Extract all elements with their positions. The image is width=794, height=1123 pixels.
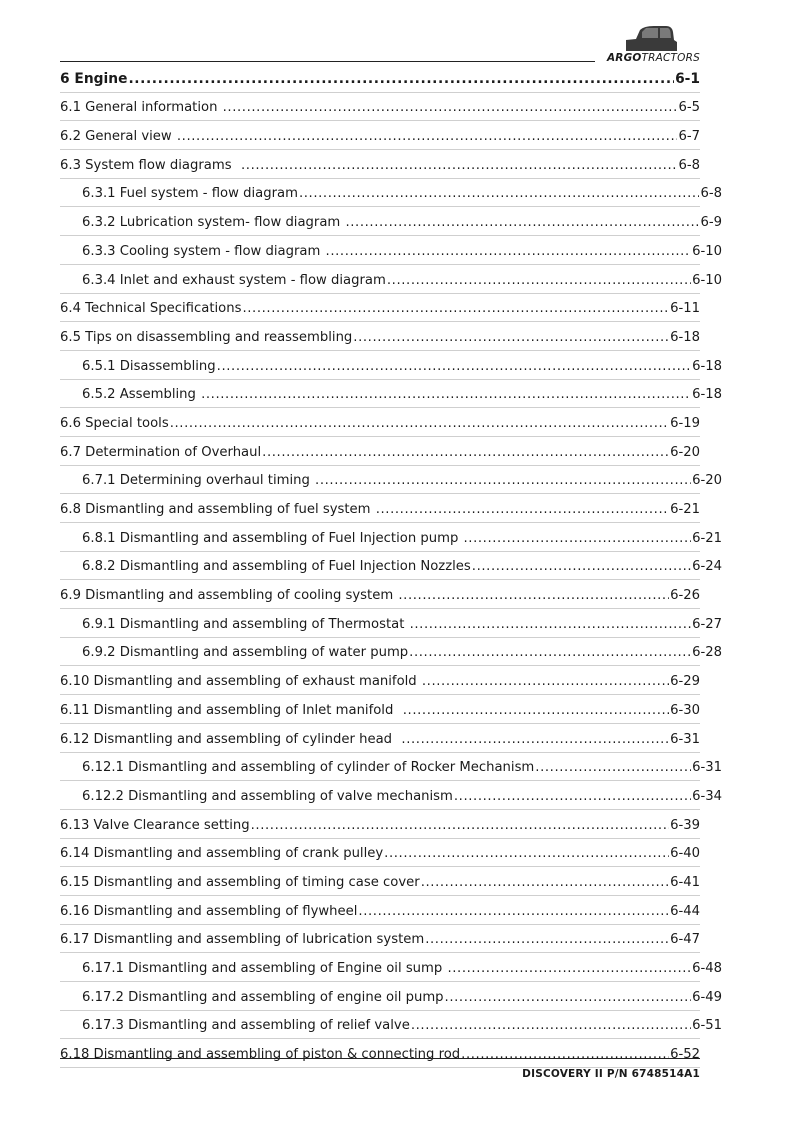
brand-wordmark: [607, 52, 700, 64]
toc-entry-page: 6-8: [700, 186, 722, 202]
toc-entry[interactable]: [60, 695, 700, 724]
toc-entry[interactable]: [60, 294, 700, 323]
toc-entry-title: 6.9.2 Dismantling and assembling of water pump: [82, 645, 409, 661]
toc-entry-page: 6-31: [692, 760, 722, 776]
toc-entry[interactable]: [60, 666, 700, 695]
toc-entry[interactable]: [60, 1039, 700, 1068]
dot-leader: [454, 789, 691, 804]
toc-entry-title: 6.3.2 Lubrication system- flow diagram: [82, 215, 345, 231]
toc-entry[interactable]: [60, 839, 700, 868]
dot-leader: [170, 416, 669, 431]
brand-logo: [596, 24, 700, 64]
dot-leader: [410, 617, 691, 632]
toc-entry-title: 6.17 Dismantling and assembling of lubrication system: [60, 932, 425, 948]
dot-leader: [128, 71, 674, 87]
dot-leader: [425, 932, 669, 947]
toc-entry-page: 6-10: [692, 272, 722, 288]
toc-entry[interactable]: [60, 351, 722, 380]
toc-entry[interactable]: [60, 121, 700, 150]
toc-entry-title: 6.5.2 Assembling: [82, 387, 201, 403]
dot-leader: [376, 502, 669, 517]
toc-entry-page: 6-28: [692, 645, 722, 661]
toc-entry-title: 6.14 Dismantling and assembling of crank pulley: [60, 846, 384, 862]
toc-entry-title: 6.7 Determination of Overhaul: [60, 444, 262, 460]
toc-entry[interactable]: [60, 781, 722, 810]
toc-entry-title: 6.8.2 Dismantling and assembling of Fuel Injection Nozzles: [82, 559, 471, 575]
toc-entry-title: 6.17.2 Dismantling and assembling of engine oil pump: [82, 989, 444, 1005]
toc-entry-page: 6-10: [692, 243, 722, 259]
toc-entry-page: 6-52: [670, 1047, 700, 1063]
toc-entry-title: 6.11 Dismantling and assembling of Inlet manifold: [60, 702, 402, 718]
toc-entry-title: 6.6 Special tools: [60, 415, 169, 431]
page-header: [60, 20, 700, 64]
toc-entry-page: 6-44: [670, 903, 700, 919]
dot-leader: [223, 100, 678, 115]
toc-entry[interactable]: [60, 322, 700, 351]
dot-leader: [403, 703, 669, 718]
toc-entry[interactable]: [60, 64, 700, 93]
toc-entry-title: 6.8.1 Dismantling and assembling of Fuel Injection pump: [82, 530, 463, 546]
dot-leader: [251, 818, 669, 833]
toc-entry-title: 6.12.2 Dismantling and assembling of valve mechanism: [82, 788, 453, 804]
toc-entry-page: 6-1: [675, 70, 700, 87]
brand-light: TRACTORS: [641, 52, 700, 64]
toc-entry-title: 6.3 System flow diagrams: [60, 157, 240, 173]
toc-entry-page: 6-48: [692, 961, 722, 976]
toc-entry-page: 6-47: [670, 932, 700, 948]
dot-leader: [299, 186, 700, 201]
toc-entry[interactable]: [60, 408, 700, 437]
toc-entry-page: 6-7: [678, 129, 700, 145]
toc-entry-page: 6-27: [692, 616, 722, 632]
toc-entry[interactable]: [60, 265, 722, 294]
toc-entry-page: 6-21: [670, 502, 700, 517]
toc-entry-title: 6.12.1 Dismantling and assembling of cylinder of Rocker Mechanism: [82, 760, 535, 776]
toc-entry[interactable]: [60, 896, 700, 925]
footer-rule: [60, 1058, 700, 1059]
toc-entry-title: 6.1 General information: [60, 100, 222, 116]
brand-bold: ARGO: [606, 52, 642, 64]
toc-entry-page: 6-39: [670, 817, 700, 833]
toc-entry[interactable]: [60, 179, 722, 208]
toc-entry-page: 6-5: [678, 100, 700, 116]
dot-leader: [387, 273, 691, 288]
toc-entry-title: 6.4 Technical Specifications: [60, 301, 242, 317]
dot-leader: [401, 732, 669, 747]
toc-entry-title: 6.17.3 Dismantling and assembling of relief valve: [82, 1018, 410, 1034]
toc-entry[interactable]: [60, 93, 700, 122]
dot-leader: [445, 990, 692, 1005]
toc-entry-page: 6-31: [670, 731, 700, 747]
footer-part-number: DISCOVERY II P/N 6748514A1: [522, 1068, 700, 1080]
toc-entry[interactable]: [60, 580, 700, 609]
dot-leader: [315, 473, 691, 488]
dot-leader: [201, 387, 691, 402]
toc-entry-page: 6-8: [678, 157, 700, 173]
toc-entry[interactable]: [60, 982, 722, 1011]
toc-entry-title: 6.18 Dismantling and assembling of piston & connecting rod: [60, 1047, 461, 1063]
toc-entry-page: 6-41: [670, 874, 700, 890]
dot-leader: [409, 645, 691, 660]
toc-entry[interactable]: [60, 953, 722, 982]
table-of-contents: [60, 64, 722, 1068]
toc-entry-title: 6.10 Dismantling and assembling of exhaust manifold: [60, 674, 421, 690]
toc-entry-page: 6-18: [670, 329, 700, 345]
toc-entry-page: 6-20: [692, 473, 722, 489]
toc-entry[interactable]: [60, 236, 722, 265]
toc-entry[interactable]: [60, 867, 700, 896]
dot-leader: [345, 215, 699, 230]
dot-leader: [447, 961, 691, 976]
toc-entry-title: 6.2 General view: [60, 129, 176, 145]
toc-entry-page: 6-34: [692, 788, 722, 804]
toc-entry[interactable]: [60, 523, 722, 552]
toc-entry-title: 6.8 Dismantling and assembling of fuel system: [60, 502, 375, 517]
dot-leader: [421, 875, 669, 890]
toc-entry-page: 6-18: [692, 358, 722, 374]
toc-entry-title: 6.7.1 Determining overhaul timing: [82, 473, 315, 489]
dot-leader: [384, 846, 669, 861]
toc-entry-title: 6.12 Dismantling and assembling of cylinder head: [60, 731, 401, 747]
dot-leader: [326, 244, 692, 259]
toc-entry-page: 6-11: [670, 301, 700, 317]
toc-entry[interactable]: [60, 810, 700, 839]
toc-entry[interactable]: [60, 466, 722, 495]
toc-entry-title: 6.5 Tips on disassembling and reassembling: [60, 329, 353, 345]
toc-entry-page: 6-9: [700, 215, 722, 231]
toc-entry[interactable]: [60, 494, 700, 523]
dot-leader: [422, 674, 669, 689]
toc-entry[interactable]: [60, 1011, 722, 1040]
dot-leader: [353, 330, 669, 345]
toc-entry-page: 6-20: [670, 444, 700, 460]
dot-leader: [472, 559, 691, 574]
toc-entry[interactable]: [60, 753, 722, 782]
toc-entry-title: 6.15 Dismantling and assembling of timing case cover: [60, 874, 420, 890]
toc-entry-title: 6.5.1 Disassembling: [82, 358, 216, 374]
toc-entry-page: 6-18: [692, 387, 722, 403]
toc-entry[interactable]: [60, 380, 722, 409]
toc-entry-page: 6-19: [670, 415, 700, 431]
dot-leader: [358, 904, 669, 919]
toc-entry[interactable]: [60, 437, 700, 466]
toc-entry-page: 6-24: [692, 559, 722, 575]
dot-leader: [398, 588, 669, 603]
dot-leader: [217, 359, 691, 374]
toc-entry-title: 6.3.1 Fuel system - flow diagram: [82, 186, 298, 202]
toc-entry-title: 6.3.4 Inlet and exhaust system - flow diagram: [82, 272, 386, 288]
dot-leader: [241, 158, 677, 173]
toc-entry[interactable]: [60, 638, 722, 667]
tractor-cab-icon: [622, 24, 678, 52]
toc-entry[interactable]: [60, 724, 700, 753]
dot-leader: [262, 445, 669, 460]
toc-entry[interactable]: [60, 150, 700, 179]
toc-entry-page: 6-26: [670, 588, 700, 604]
dot-leader: [461, 1047, 669, 1062]
toc-entry[interactable]: [60, 207, 722, 236]
dot-leader: [242, 301, 669, 316]
dot-leader: [411, 1018, 691, 1033]
toc-entry-page: 6-30: [670, 702, 700, 718]
toc-entry-title: 6.9 Dismantling and assembling of cooling system: [60, 588, 398, 604]
dot-leader: [464, 531, 692, 546]
dot-leader: [177, 129, 678, 144]
toc-entry-title: 6.9.1 Dismantling and assembling of Thermostat: [82, 616, 409, 632]
dot-leader: [535, 760, 691, 775]
toc-entry[interactable]: [60, 925, 700, 954]
toc-entry-page: 6-49: [692, 989, 722, 1005]
header-rule: [60, 61, 595, 62]
toc-entry-title: 6.16 Dismantling and assembling of flywheel: [60, 903, 358, 919]
toc-entry-page: 6-51: [692, 1018, 722, 1034]
toc-entry[interactable]: [60, 609, 722, 638]
toc-entry-page: 6-40: [670, 846, 700, 862]
toc-entry-page: 6-29: [670, 674, 700, 690]
toc-entry-title: 6 Engine: [60, 70, 128, 87]
toc-entry-page: 6-21: [692, 530, 722, 546]
toc-entry[interactable]: [60, 552, 722, 581]
toc-entry-title: 6.13 Valve Clearance setting: [60, 817, 250, 833]
toc-entry-title: 6.3.3 Cooling system - flow diagram: [82, 243, 325, 259]
toc-entry-title: 6.17.1 Dismantling and assembling of Engine oil sump: [82, 961, 447, 976]
